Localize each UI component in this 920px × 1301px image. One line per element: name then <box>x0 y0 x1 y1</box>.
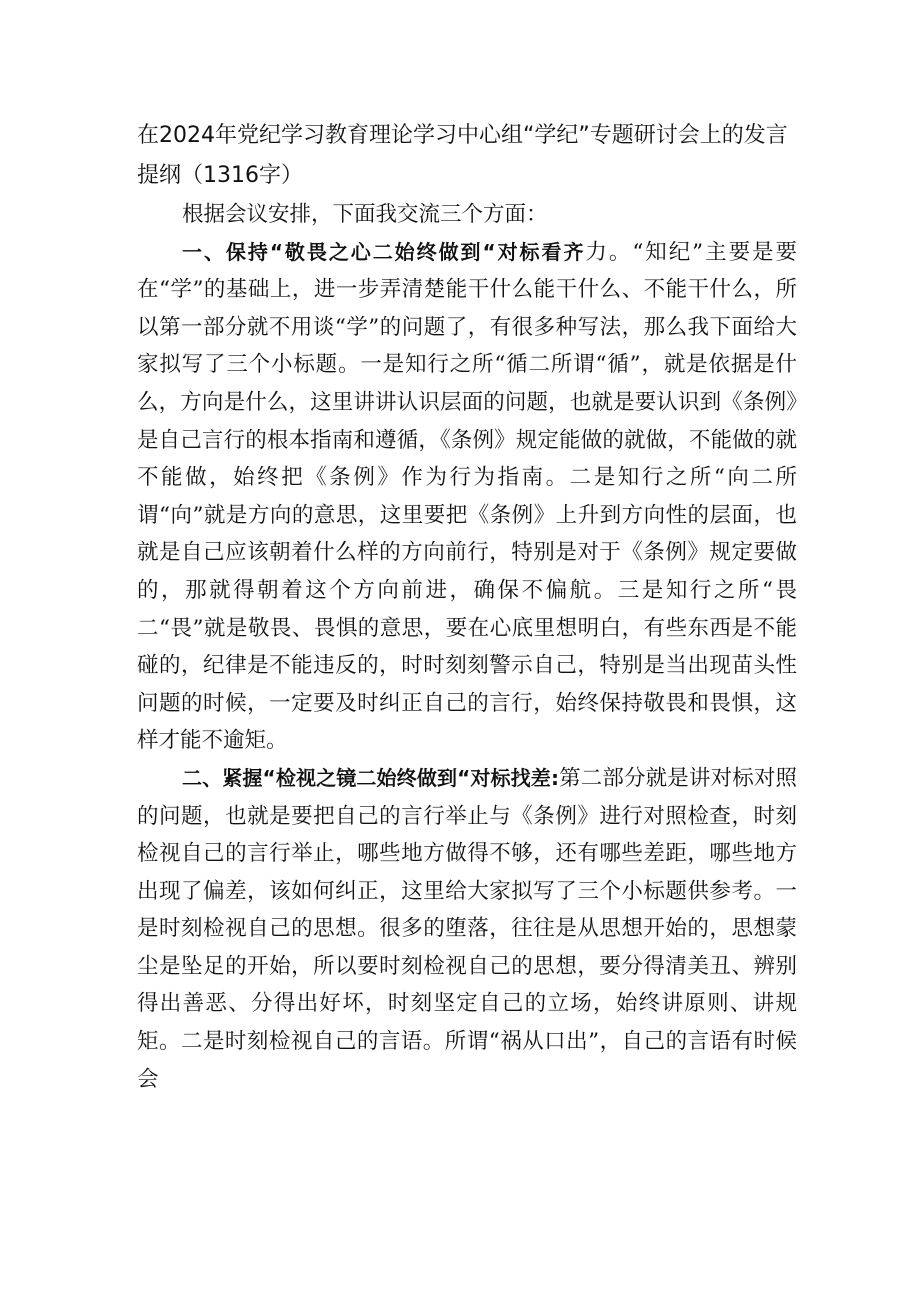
intro-paragraph: 根据会议安排，下面我交流三个方面： <box>182 202 548 227</box>
document-body <box>137 196 797 1098</box>
section-1-body: 力。“知纪”主要是要在“学”的基础上，进一步弄清楚能干什么能干什么、不能干什么，所以第一部分就不用谈“学”的问题了，有很多种写法，那么我下面给大家拟写了三个小标题。一是知行之所“循二所谓“循”，就是依据是什么，方向是什么，这里讲讲认识层面的问题，也就是要认识到《条例》是自己言行的根本指南和遵循，《条例》规定能做的就做，不能做的就不能做，始终把《条例》作为行为指南。二是知行之所“向二所谓“向”就是方向的意思，这里要把《条例》上升到方向性的层面，也就是自己应该朝着什么样的方向前行，特别是对于《条例》规定要做的，那就得朝着这个方向前进，确保不偏航。三是知行之所“畏二“畏”就是敬畏、畏惧的意思，要在心底里想明白，有些东西是不能碰的，纪律是不能违反的，时时刻刻警示自己，特别是当出现苗头性问题的时候，一定要及时纠正自己的言行，始终保持敬畏和畏惧，这样才能不逾矩。 <box>137 239 797 754</box>
section-2-paragraph <box>137 760 797 1098</box>
section-2-body: 第二部分就是讲对标对照的问题，也就是要把自己的言行举止与《条例》进行对照检查，时刻检视自己的言行举止，哪些地方做得不够，还有哪些差距，哪些地方出现了偏差，该如何纠正，这里给大家拟写了三个小标题供参考。一是时刻检视自己的思想。很多的堕落，往往是从思想开始的，思想蒙尘是坠足的开始，所以要时刻检视自己的思想，要分得清美丑、辨别得出善恶、分得出好坏，时刻坚定自己的立场，始终讲原则、讲规矩。二是时刻检视自己的言语。所谓“祸从口出”，自己的言语有时候会 <box>137 765 797 1092</box>
section-1-heading: 一、保持“敬畏之心二始终做到“对标看齐 <box>182 239 586 264</box>
section-2-heading: 二、紧握“检视之镜二始终做到“对标找差: <box>182 765 559 790</box>
document-title: 在2024年党纪学习教育理论学习中心组“学纪”专题研讨会上的发言提纲（1316字） <box>137 123 788 188</box>
section-1-paragraph <box>137 234 797 760</box>
